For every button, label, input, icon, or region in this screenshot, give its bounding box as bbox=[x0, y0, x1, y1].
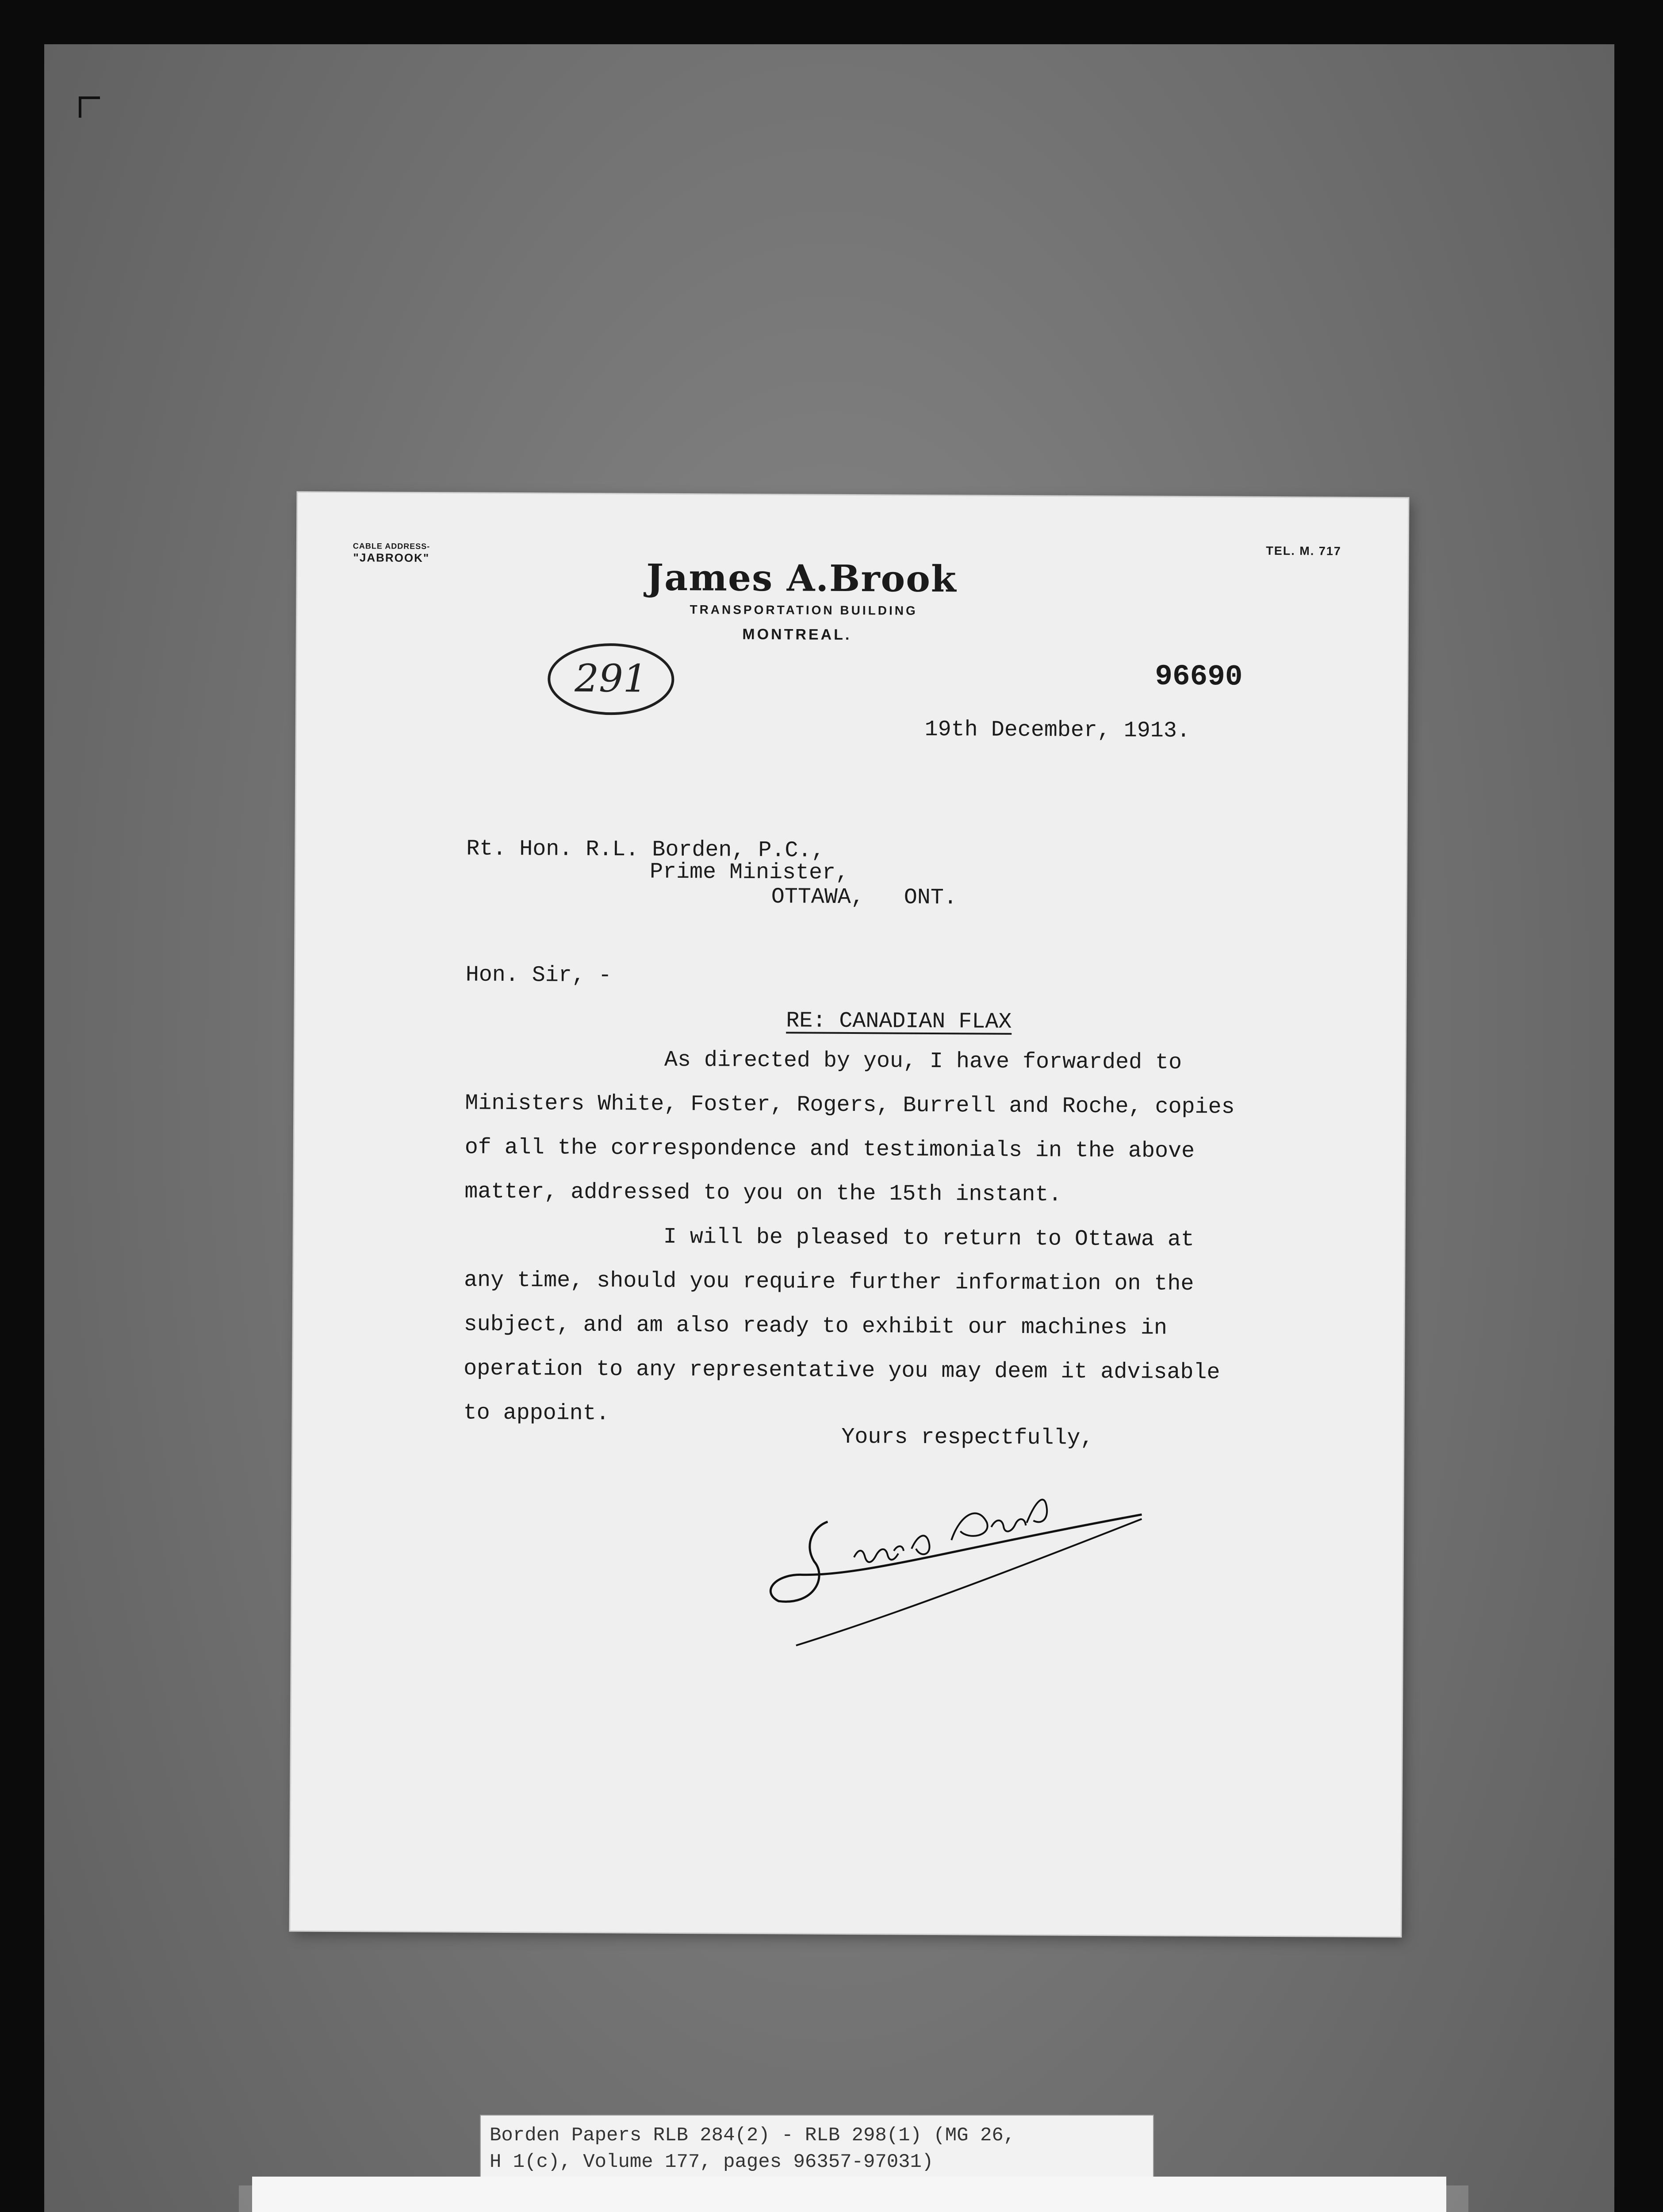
body-line: to appoint. bbox=[463, 1400, 609, 1427]
company-name: James A.Brook bbox=[646, 556, 958, 601]
handwritten-circled-number bbox=[544, 640, 678, 718]
salutation: Hon. Sir, - bbox=[465, 962, 612, 989]
closing: Yours respectfully, bbox=[841, 1424, 1094, 1451]
body-line: any time, should you require further information on the bbox=[464, 1267, 1194, 1297]
body-line: of all the correspondence and testimonials in the above bbox=[464, 1135, 1195, 1164]
building-name: TRANSPORTATION BUILDING bbox=[690, 603, 918, 618]
cable-address-label: CABLE ADDRESS- bbox=[353, 541, 430, 551]
archive-reference-line: Borden Papers RLB 284(2) - RLB 298(1) (MG 26, bbox=[490, 2124, 1015, 2147]
body-line: As directed by you, I have forwarded to bbox=[465, 1046, 1182, 1075]
archive-reference-line: H 1(c), Volume 177, pages 96357-97031) bbox=[490, 2151, 934, 2173]
letter-date: 19th December, 1913. bbox=[924, 717, 1190, 744]
body-line: Ministers White, Foster, Rogers, Burrell and Roche, copies bbox=[465, 1091, 1235, 1120]
microfilm-frame bbox=[44, 44, 1614, 2212]
handwritten-signature bbox=[761, 1459, 1160, 1665]
archive-stamp-number: 96690 bbox=[1155, 660, 1243, 694]
archive-reference-tag bbox=[480, 2115, 1154, 2183]
letter-sheet bbox=[291, 492, 1408, 1936]
cable-address-code: "JABROOK" bbox=[353, 551, 430, 565]
corner-registration-mark bbox=[79, 96, 100, 118]
recipient-line: OTTAWA, ONT. bbox=[771, 884, 957, 911]
body-line: operation to any representative you may deem it advisable bbox=[464, 1356, 1220, 1386]
recipient-line: Prime Minister, bbox=[649, 859, 849, 886]
body-line: subject, and am also ready to exhibit our machines in bbox=[464, 1312, 1168, 1341]
archive-label-card bbox=[252, 2177, 1446, 2212]
handwritten-number: 291 bbox=[574, 656, 648, 701]
telephone-number: TEL. M. 717 bbox=[1266, 544, 1341, 558]
city-name: MONTREAL. bbox=[742, 626, 852, 644]
recipient-line: Rt. Hon. R.L. Borden, P.C., bbox=[466, 836, 825, 864]
body-line: matter, addressed to you on the 15th instant. bbox=[464, 1179, 1062, 1208]
body-line: I will be pleased to return to Ottawa at bbox=[464, 1223, 1195, 1253]
subject-line: RE: CANADIAN FLAX bbox=[786, 1008, 1012, 1035]
letterhead bbox=[297, 554, 1408, 646]
